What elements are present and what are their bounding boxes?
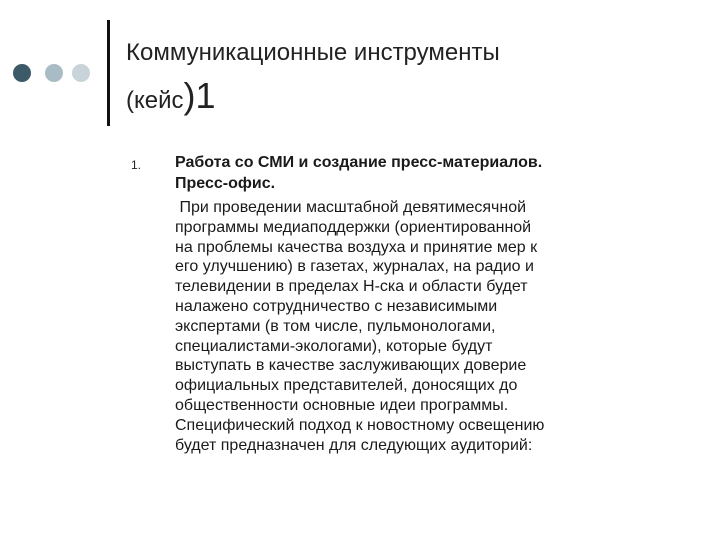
decorative-dot-dark [13,64,31,82]
title-divider [107,20,110,126]
slide-title-number: )1 [183,75,216,116]
body-line: Специфический подход к новостному освещению [175,416,545,434]
heading-line: Работа со СМИ и создание пресс-материалов. [175,154,543,171]
body-line: программы медиаподдержки (ориентированной [175,218,532,236]
body-line: общественности основные идеи программы. [175,396,509,414]
slide-title-line-2 [126,76,216,124]
list-item-body [175,198,675,455]
body-line: будет предназначен для следующих аудиторий: [175,436,533,454]
body-line: выступать в качестве заслуживающих доверие [175,357,527,375]
body-line: его улучшению) в газетах, журналах, на радио и [175,258,534,276]
list-item-number: 1. [131,158,142,172]
slide-title-case: (кейс [126,87,184,114]
body-line: налажено сотрудничество с независимыми [175,297,498,315]
body-line: на проблемы качества воздуха и принятие мер к [175,238,538,256]
body-line: официальных представителей, доносящих до [175,377,518,395]
decorative-dot-mid [45,64,63,82]
body-line: специалистами-экологами), которые будут [175,337,493,355]
list-item-heading [175,152,675,194]
body-line: экспертами (в том числе, пульмонологами, [175,317,496,335]
slide-title: Коммуникационные инструменты [126,39,500,66]
body-line: При проведении масштабной девятимесячной [175,199,527,216]
heading-line: Пресс-офис. [175,175,276,192]
decorative-dot-light [72,64,90,82]
body-line: телевидении в пределах Н-ска и области будет [175,278,528,296]
